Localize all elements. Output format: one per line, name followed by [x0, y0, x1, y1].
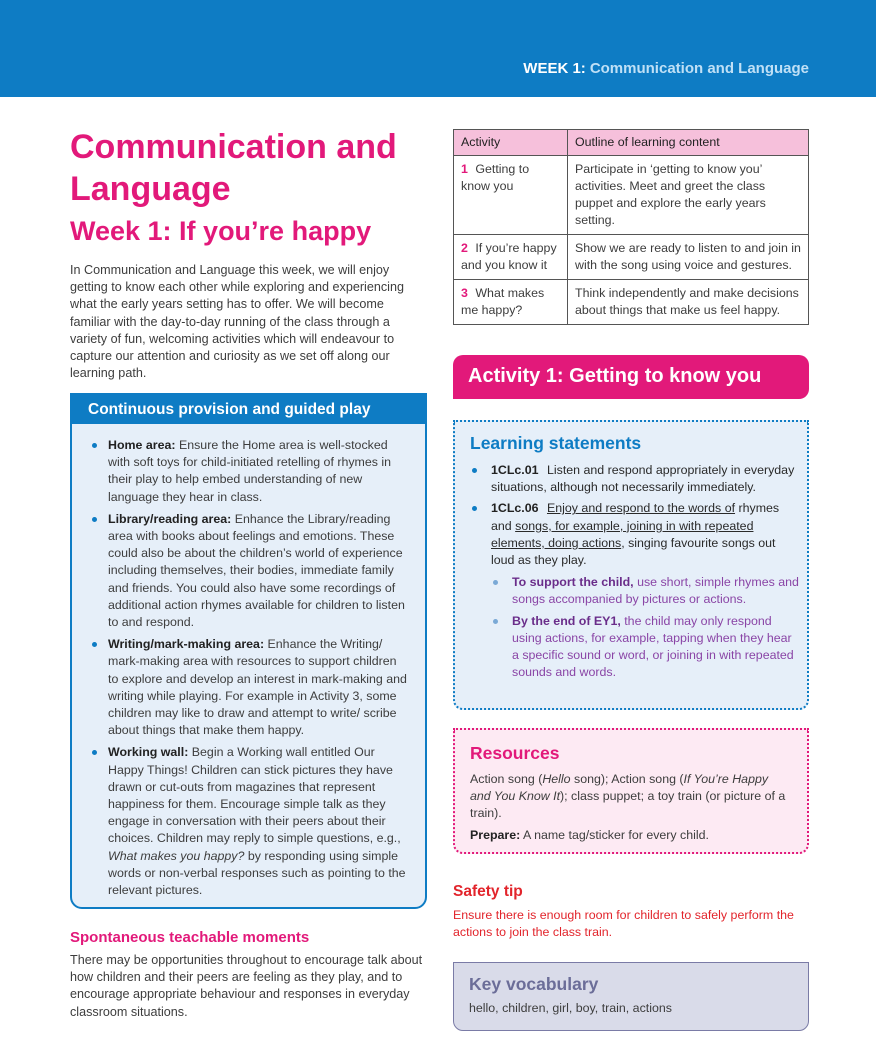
learning-statements-box [453, 420, 809, 710]
resources-box [453, 728, 809, 854]
continuous-provision-header [72, 395, 425, 424]
header-banner [0, 0, 876, 97]
statement-text: , singing favourite songs out loud as they play. [491, 535, 776, 568]
resources-part: Action song ( [470, 772, 543, 786]
spontaneous-heading: Spontaneous teachable moments [70, 929, 310, 946]
safety-heading: Safety tip [453, 883, 523, 900]
vocabulary-heading: Key vocabulary [469, 974, 599, 994]
statement-underlined: songs, for example, joining in with repeated elements, doing actions [491, 518, 754, 550]
vocabulary-text: hello, children, girl, boy, train, actions [469, 1001, 672, 1015]
table-row [454, 156, 809, 235]
item-text: Ensure the Home area is well-stocked with soft toys for child-initiated retelling of rhymes in their play to help embed understanding of new language they hear in class. [108, 438, 392, 504]
outline-cell: Think independently and make decisions about things that make us feel happy. [568, 280, 809, 325]
item-label: Writing/mark-making area: [108, 637, 265, 652]
resources-italic: If You’re Happy and You Know It [470, 772, 769, 804]
continuous-provision-list [90, 437, 410, 904]
activity-name: If you’re happy and you know it [461, 241, 557, 272]
activity-cell [454, 156, 568, 235]
activity-number: 3 [461, 286, 468, 300]
activity-name: What makes me happy? [461, 286, 545, 317]
prepare-text: A name tag/sticker for every child. [523, 828, 709, 842]
key-vocabulary-box [453, 962, 809, 1031]
support-text: use short, simple rhymes and songs accompanied by pictures or actions. [512, 575, 799, 607]
activity-number: 1 [461, 162, 468, 176]
activity-cell [454, 235, 568, 280]
statement-code: 1CLc.06 [491, 501, 539, 516]
running-header [523, 60, 809, 77]
table-row [454, 280, 809, 325]
outline-cell: Participate in ‘getting to know you’ activities. Meet and greet the class puppet and explore the early years setting. [568, 156, 809, 235]
activity-table [453, 129, 809, 325]
spontaneous-text: There may be opportunities throughout to encourage talk about how children and their peers are feeling as they play, and to encourage appropriate behaviour and responses in everyday classroom situations. [70, 953, 423, 1019]
activity-number: 2 [461, 241, 468, 255]
column-header: Activity [454, 130, 568, 156]
safety-text: Ensure there is enough room for children to safely perform the actions to join the class train. [453, 908, 794, 940]
item-label: Working wall: [108, 745, 189, 760]
table-header-row [454, 130, 809, 156]
list-item [470, 500, 800, 681]
table-row [454, 235, 809, 280]
statement-text: rhymes and [491, 501, 780, 533]
list-item [470, 462, 800, 496]
activity-name: Getting to know you [461, 162, 530, 193]
end-text: the child may only respond using actions, for example, tapping when they hear a specific sound or word, or joining in with repeated sounds and words. [512, 613, 794, 680]
activity-cell [454, 280, 568, 325]
continuous-provision-heading: Continuous provision and guided play [88, 401, 371, 418]
prepare-label: Prepare: [470, 828, 521, 842]
resources-text [470, 771, 790, 823]
support-label: To support the child, [512, 575, 634, 590]
activity-banner [453, 355, 809, 399]
end-label: By the end of EY1, [512, 613, 621, 628]
learning-statements-list [470, 462, 800, 685]
resources-heading: Resources [470, 743, 560, 763]
page-title: Communication and Language [70, 128, 397, 208]
item-tail: by responding using simple words or non-verbal responses such as pointing to the relevant pictures. [108, 848, 406, 898]
continuous-provision-box [70, 393, 427, 909]
item-label: Library/reading area: [108, 511, 232, 526]
item-text: Enhance the Library/reading area with books about feelings and emotions. These could also be about the children’s world of experience including themselves, their bodies, immediate family and friends. You could also have some recordings of additional action rhymes available for children to listen to and respond. [108, 511, 405, 630]
resources-part: song); Action song ( [574, 772, 684, 786]
column-header: Outline of learning content [568, 130, 809, 156]
statement-code: 1CLc.01 [491, 463, 539, 477]
resources-part: ); class puppet; a toy train (or picture of a train). [470, 789, 786, 821]
page-subtitle: Week 1: If you’re happy [70, 216, 372, 246]
statement-underlined: Enjoy and respond to the words of [546, 501, 736, 516]
intro-paragraph: In Communication and Language this week, we will enjoy getting to know each other while exploring and experiencing what the early years setting has to offer. We will become familiar with the day-to-day running of the class through a variety of fun, welcoming activities which will endeavour to capture our attention and curiosity as we set off along our learning path. [70, 263, 404, 381]
list-item [491, 613, 800, 682]
resources-italic: Hello [542, 772, 571, 786]
item-italic: What makes you happy? [108, 848, 245, 863]
item-text: Begin a Working wall entitled Our Happy Things! Children can stick pictures they have drawn or cut-outs from magazines that represent happiness for them. Encourage simple talk as they engage in conversation with their peers about their choices. Children may reply to simple questions, e.g., [108, 745, 401, 846]
list-item [90, 511, 410, 631]
list-item [491, 574, 800, 608]
item-label: Home area: [108, 438, 176, 452]
outline-cell: Show we are ready to listen to and join in with the song using voice and gestures. [568, 235, 809, 280]
week-label: WEEK 1: [523, 60, 586, 77]
section-label: Communication and Language [589, 60, 809, 77]
list-item [90, 636, 410, 739]
learning-statements-heading: Learning statements [470, 433, 642, 453]
list-item [90, 744, 410, 899]
statement-text: Listen and respond appropriately in everyday situations, although not necessarily immediately. [491, 463, 795, 495]
item-text: Enhance the Writing/ mark-making area with resources to support children to explore and develop an interest in mark-making and writing while playing. For example in Activity 3, some children may like to draw and attempt to write/ scribe about things that make them happy. [108, 637, 407, 738]
prepare-line [470, 827, 790, 844]
list-item [90, 437, 410, 506]
support-list [491, 574, 800, 681]
activity-banner-title: Activity 1: Getting to know you [468, 365, 762, 387]
